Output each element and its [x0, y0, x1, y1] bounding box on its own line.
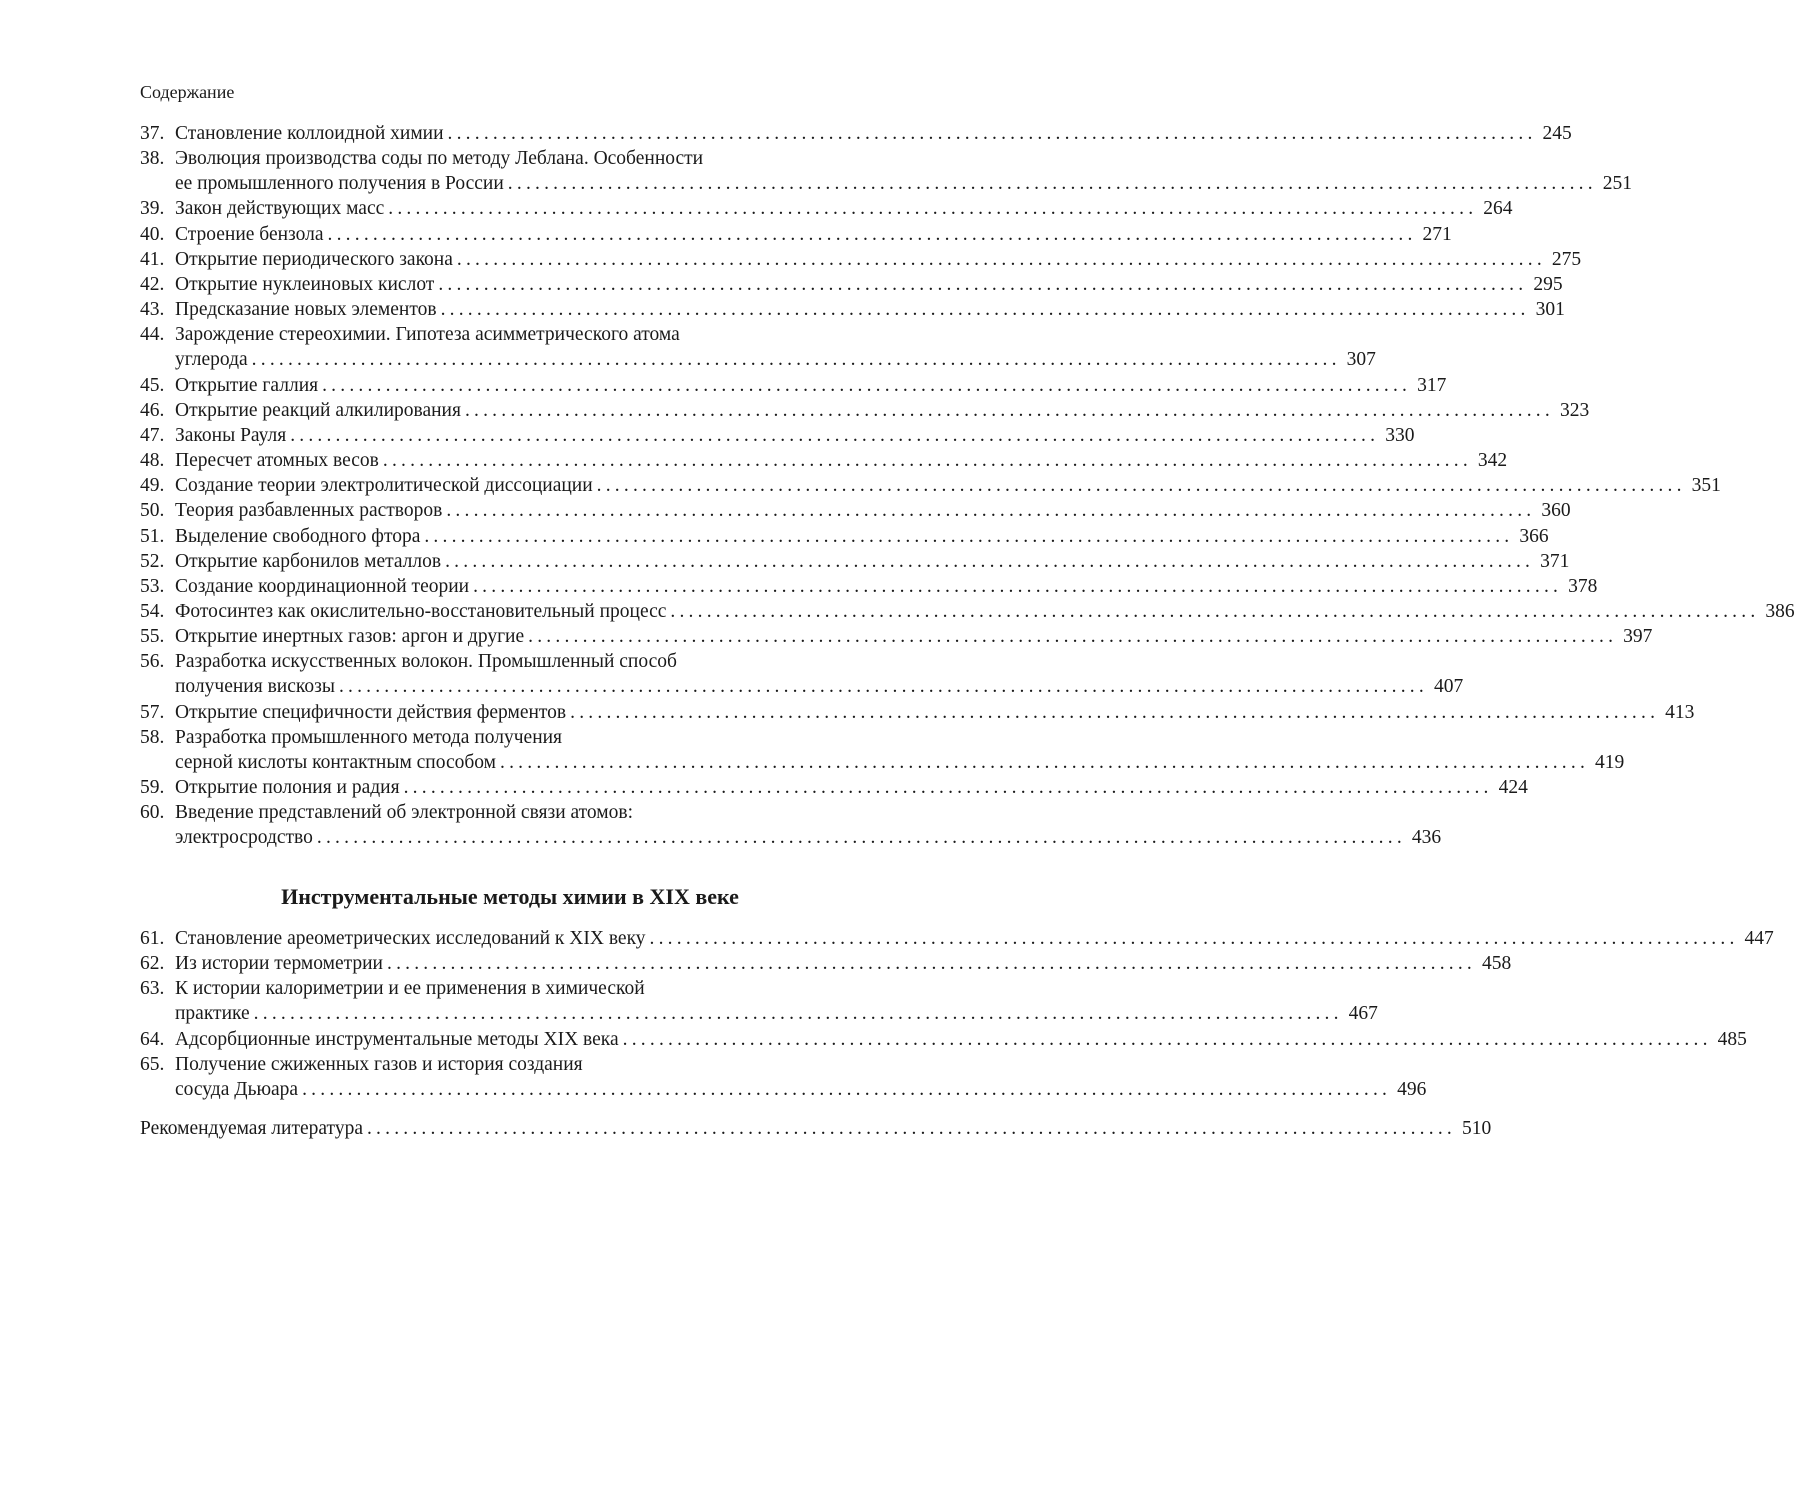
- entry-line: [175, 574, 1598, 599]
- dot-leader: ........................................................................................................................: [251, 349, 1341, 371]
- entry-number: 64.: [140, 1028, 165, 1050]
- page-number: 264: [1483, 198, 1513, 220]
- dot-leader: ........................................................................................................................: [649, 928, 1739, 949]
- entry-number: 65.: [140, 1053, 165, 1075]
- entry-title: сосуда Дьюара: [175, 1078, 299, 1100]
- entry-line: [175, 398, 1590, 423]
- entry-number: 49.: [140, 475, 165, 497]
- dot-leader: ........................................................................................................................: [596, 475, 1686, 497]
- entry-line: [175, 549, 1570, 574]
- entry-number: 61.: [140, 928, 165, 949]
- page-number: 251: [1602, 173, 1633, 195]
- toc-entry[interactable]: [140, 373, 1447, 398]
- entry-number: 37.: [140, 123, 165, 144]
- toc-entry[interactable]: [140, 725, 1625, 775]
- toc-entry[interactable]: [140, 800, 1442, 850]
- entry-title: получения вискозы: [175, 676, 335, 698]
- page-number: 371: [1540, 550, 1570, 572]
- page-number: 317: [1417, 374, 1447, 396]
- entry-line: [175, 976, 880, 1001]
- entry-title: Зарождение стереохимии. Гипотеза асимметрического атома: [175, 324, 680, 346]
- entry-title: Строение бензола: [175, 223, 324, 245]
- entry-line: [175, 272, 1563, 297]
- entry-title: Создание координационной теории: [175, 575, 470, 597]
- toc-entry[interactable]: [140, 196, 1513, 221]
- page-number: 413: [1665, 701, 1695, 723]
- toc-entry[interactable]: [140, 498, 1571, 523]
- entry-title: Пересчет атомных весов: [175, 450, 379, 472]
- entry-line: [175, 649, 880, 674]
- page-number: 323: [1559, 399, 1590, 421]
- entry-line: [175, 498, 1571, 523]
- entry-line: [175, 524, 1549, 549]
- dot-leader: ........................................................................................................................: [253, 1003, 1343, 1025]
- entry-title: Эволюция производства соды по методу Леблана. Особенности: [175, 148, 704, 170]
- entry-number: 63.: [140, 978, 165, 1000]
- page-number: 351: [1691, 475, 1721, 497]
- entry-title: ее промышленного получения в России: [175, 173, 504, 195]
- entry-title: Разработка искусственных волокон. Промышленный способ: [175, 651, 677, 673]
- toc-entry[interactable]: [140, 473, 1721, 498]
- toc-entry[interactable]: [140, 297, 1565, 322]
- page-number: 397: [1623, 626, 1653, 648]
- entry-line: [175, 473, 1721, 498]
- entry-number: 45.: [140, 374, 165, 396]
- section-heading: Инструментальные методы химии в XIX веке: [281, 884, 739, 909]
- page-number: 330: [1385, 424, 1415, 446]
- dot-leader: ........................................................................................................................: [528, 626, 1618, 648]
- entry-number: 41.: [140, 248, 165, 270]
- entry-line: [175, 121, 1572, 146]
- dot-leader: ........................................................................................................................: [302, 1078, 1392, 1100]
- page-number: 458: [1482, 953, 1512, 975]
- page-number: 419: [1595, 751, 1625, 773]
- entry-number: 57.: [140, 701, 165, 723]
- entry-title: Становление ареометрических исследований к XIX веку: [175, 928, 646, 949]
- page-number: 307: [1346, 349, 1376, 371]
- dot-leader: ........................................................................................................................: [382, 450, 1472, 472]
- entry-line: [175, 247, 1582, 272]
- dot-leader: ........................................................................................................................: [500, 751, 1590, 773]
- page-number: 407: [1433, 676, 1464, 698]
- entry-line: [175, 750, 1625, 775]
- entry-line: [175, 297, 1565, 322]
- entry-title: Открытие полония и радия: [175, 777, 400, 799]
- entry-line: [175, 1077, 1427, 1102]
- toc-list-main: [140, 121, 1795, 851]
- page-number: 510: [1461, 1118, 1492, 1139]
- entry-title: электросродство: [175, 827, 313, 849]
- entry-line: [175, 624, 1653, 649]
- entry-title: Разработка промышленного метода получения: [175, 726, 563, 748]
- page-number: 366: [1519, 525, 1549, 547]
- entry-line: [175, 196, 1513, 221]
- entry-title: Выделение свободного фтора: [175, 525, 421, 547]
- toc-entry[interactable]: [140, 423, 1415, 448]
- toc-entry[interactable]: [140, 146, 1633, 196]
- entry-number: 55.: [140, 626, 165, 648]
- entry-number: 42.: [140, 273, 165, 295]
- entry-title: Становление коллоидной химии: [175, 123, 444, 144]
- dot-leader: ........................................................................................................................: [438, 273, 1528, 295]
- entry-number: 51.: [140, 525, 165, 547]
- entry-line: [175, 800, 880, 825]
- entry-line: [175, 725, 880, 750]
- entry-line: [175, 347, 1376, 372]
- entry-title: Теория разбавленных растворов: [175, 500, 443, 522]
- toc-entry[interactable]: [140, 1027, 1747, 1052]
- dot-leader: ........................................................................................................................: [570, 701, 1660, 723]
- dot-leader: ........................................................................................................................: [473, 575, 1563, 597]
- toc-entry[interactable]: [140, 524, 1549, 549]
- entry-title: Введение представлений об электронной связи атомов:: [175, 802, 634, 824]
- entry-number: 40.: [140, 223, 165, 245]
- entry-number: 47.: [140, 424, 165, 446]
- dot-leader: ........................................................................................................................: [366, 1118, 1456, 1139]
- dot-leader: ........................................................................................................................: [403, 777, 1493, 799]
- entry-title: Открытие специфичности действия ферментов: [175, 701, 567, 723]
- page-number: 271: [1422, 223, 1452, 245]
- toc-entry[interactable]: [140, 599, 1795, 624]
- dot-leader: ........................................................................................................................: [388, 198, 1478, 220]
- page-number: 467: [1348, 1003, 1378, 1025]
- entry-line: [175, 775, 1528, 800]
- dot-leader: ........................................................................................................................: [290, 424, 1380, 446]
- page-number: 447: [1744, 928, 1774, 949]
- toc-entry[interactable]: [140, 549, 1570, 574]
- entry-line: [175, 926, 1774, 951]
- entry-line: [175, 1001, 1378, 1026]
- dot-leader: ........................................................................................................................: [424, 525, 1514, 547]
- entry-title: Получение сжиженных газов и история создания: [175, 1053, 583, 1075]
- entry-title: Создание теории электролитической диссоциации: [175, 475, 593, 497]
- dot-leader: ........................................................................................................................: [440, 299, 1530, 321]
- entry-number: 50.: [140, 500, 165, 522]
- entry-number: 48.: [140, 450, 165, 472]
- toc-entry[interactable]: [140, 1052, 1427, 1102]
- entry-number: 58.: [140, 726, 165, 748]
- dot-leader: ........................................................................................................................: [446, 500, 1536, 522]
- page-number: 301: [1535, 299, 1565, 321]
- dot-leader: ........................................................................................................................: [456, 248, 1546, 270]
- dot-leader: ........................................................................................................................: [447, 123, 1537, 144]
- toc-entry[interactable]: [140, 775, 1528, 800]
- entry-number: 53.: [140, 575, 165, 597]
- entry-number: 39.: [140, 198, 165, 220]
- entry-number: 46.: [140, 399, 165, 421]
- page-number: 424: [1498, 777, 1528, 799]
- entry-line: [175, 423, 1415, 448]
- entry-line: [175, 373, 1447, 398]
- entry-line: [175, 700, 1695, 725]
- entry-title: Законы Рауля: [175, 424, 287, 446]
- entry-line: [175, 674, 1464, 699]
- toc-entry[interactable]: [140, 222, 1452, 247]
- page-number: 275: [1551, 248, 1582, 270]
- toc-entry[interactable]: [140, 448, 1508, 473]
- entry-title: Закон действующих масс: [175, 198, 385, 220]
- dot-leader: ........................................................................................................................: [387, 953, 1476, 975]
- entry-number: 43.: [140, 299, 165, 321]
- page-number: 342: [1477, 450, 1508, 472]
- entry-title: Открытие реакций алкилирования: [175, 399, 461, 421]
- entry-number: 54.: [140, 600, 165, 622]
- page-number: 295: [1533, 273, 1563, 295]
- toc-entry[interactable]: [140, 624, 1653, 649]
- entry-title: Открытие галлия: [175, 374, 319, 396]
- running-head: Содержание: [140, 82, 235, 102]
- dot-leader: ........................................................................................................................: [316, 827, 1406, 849]
- entry-title: Открытие периодического закона: [175, 248, 453, 270]
- dot-leader: ........................................................................................................................: [464, 399, 1554, 421]
- toc-entry[interactable]: [140, 247, 1582, 272]
- entry-line: [175, 146, 880, 171]
- entry-title: углерода: [175, 349, 248, 371]
- toc-entry[interactable]: [140, 322, 1376, 372]
- dot-leader: ........................................................................................................................: [322, 374, 1412, 396]
- toc-entry[interactable]: [140, 398, 1590, 423]
- entry-line: [175, 448, 1508, 473]
- entry-line: [175, 825, 1442, 850]
- entry-title: Открытие нуклеиновых кислот: [175, 273, 435, 295]
- page-number: 485: [1717, 1028, 1747, 1050]
- entry-title: Рекомендуемая литература: [140, 1118, 363, 1139]
- entry-title: Адсорбционные инструментальные методы XIX века: [175, 1028, 619, 1050]
- page-number: 378: [1568, 575, 1598, 597]
- entry-title: Предсказание новых элементов: [175, 299, 437, 321]
- toc-entry[interactable]: [140, 1116, 1492, 1141]
- toc-entry[interactable]: [140, 926, 1774, 951]
- page-number: 436: [1411, 827, 1442, 849]
- entry-title: Открытие инертных газов: аргон и другие: [175, 626, 525, 648]
- entry-title: Фотосинтез как окислительно-восстановительный процесс: [175, 600, 667, 622]
- entry-number: 56.: [140, 651, 165, 673]
- dot-leader: ........................................................................................................................: [445, 550, 1535, 572]
- entry-title: Из истории термометрии: [175, 953, 383, 975]
- dot-leader: ........................................................................................................................: [327, 223, 1417, 245]
- dot-leader: ........................................................................................................................: [338, 676, 1428, 698]
- page-number: 386: [1765, 600, 1795, 622]
- toc-list-references: [140, 1116, 1492, 1141]
- toc-list-instrumental: [140, 926, 1774, 1102]
- entry-number: 60.: [140, 802, 165, 824]
- entry-title: К истории калориметрии и ее применения в химической: [175, 978, 645, 1000]
- entry-number: 52.: [140, 550, 165, 572]
- toc-entry[interactable]: [140, 951, 1512, 976]
- entry-line: [175, 1027, 1747, 1052]
- entry-title: серной кислоты контактным способом: [175, 751, 497, 773]
- page-number: 496: [1397, 1078, 1427, 1100]
- toc-entry[interactable]: [140, 574, 1598, 599]
- entry-line: [175, 222, 1452, 247]
- entry-line: [175, 322, 880, 347]
- dot-leader: ........................................................................................................................: [507, 173, 1597, 195]
- entry-line: [175, 951, 1512, 976]
- toc-entry[interactable]: [140, 272, 1563, 297]
- dot-leader: ........................................................................................................................: [622, 1028, 1712, 1050]
- toc-entry[interactable]: [140, 700, 1695, 725]
- dot-leader: ........................................................................................................................: [670, 600, 1760, 622]
- entry-number: 59.: [140, 777, 165, 799]
- entry-line: [140, 1116, 1492, 1141]
- toc-entry[interactable]: [140, 121, 1572, 146]
- page-number: 360: [1541, 500, 1571, 522]
- entry-line: [175, 171, 1633, 196]
- entry-number: 38.: [140, 148, 165, 170]
- entry-line: [175, 1052, 880, 1077]
- toc-entry[interactable]: [140, 649, 1464, 699]
- entry-title: Открытие карбонилов металлов: [175, 550, 442, 572]
- toc-entry[interactable]: [140, 976, 1378, 1026]
- entry-title: практике: [175, 1003, 250, 1025]
- entry-line: [175, 599, 1795, 624]
- page-number: 245: [1542, 123, 1572, 144]
- entry-number: 44.: [140, 324, 165, 346]
- entry-number: 62.: [140, 953, 165, 975]
